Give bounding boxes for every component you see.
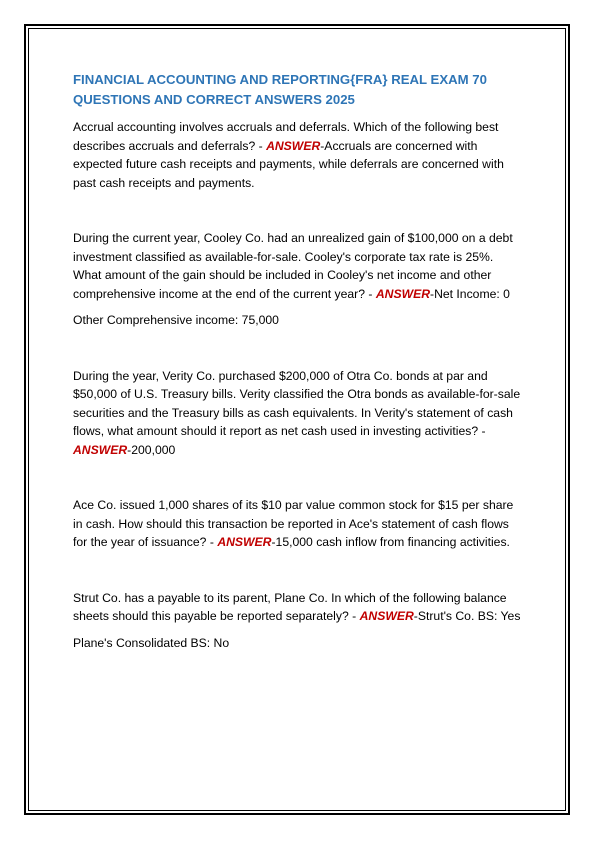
separator: -: [206, 535, 218, 549]
answer-label: ANSWER: [217, 535, 272, 549]
answer-continuation: Other Comprehensive income: 75,000: [73, 313, 279, 327]
qa-item: [73, 589, 523, 626]
question-text: During the year, Verity Co. purchased $200,000 of Otra Co. bonds at par and $50,000 of U.S. Treasury bills. Verity classified the Otra bonds as available-for-sale securities and the Treasury bills as cash equivalents. In Verity's statement of cash flows, what amount should it report as net cash used in investing activities?: [73, 368, 521, 438]
answer-text: -Accruals are concerned with expected future cash receipts and payments, while deferrals are concerned with past cash receipts and payments.: [73, 138, 504, 190]
qa-item: [73, 496, 523, 552]
document-body: [73, 70, 523, 652]
answer-text: -15,000 cash inflow from financing activities.: [271, 535, 510, 549]
separator: -: [365, 286, 376, 301]
qa-item: [73, 367, 523, 460]
answer-text: -Strut's Co. BS: Yes: [413, 609, 521, 623]
separator: -: [478, 424, 486, 438]
qa-item: [73, 229, 523, 303]
answer-text: -200,000: [127, 442, 176, 457]
answer-text: -Net Income: 0: [430, 286, 510, 301]
answer-label: ANSWER: [266, 138, 321, 153]
question-text: Ace Co. issued 1,000 shares of its $10 par value common stock for $15 per share in cash. How should this transaction be reported in Ace's statement of cash flows for the year of issuance?: [73, 498, 514, 549]
qa-item: [73, 118, 523, 192]
question-text: Strut Co. has a payable to its parent, Plane Co. In which of the following balance sheets should this payable be reported separately?: [73, 590, 507, 623]
question-text: During the current year, Cooley Co. had an unrealized gain of $100,000 on a debt investment classified as available-for-sale. Cooley's corporate tax rate is 25%. What amount of the gain should be included in Cooley's net income and other comprehensive income at the end of the current year?: [73, 231, 513, 301]
document-title: FINANCIAL ACCOUNTING AND REPORTING{FRA} REAL EXAM 70 QUESTIONS AND CORRECT ANSWERS 2025: [73, 72, 487, 107]
question-text: Accrual accounting involves accruals and deferrals. Which of the following best describes accruals and deferrals?: [73, 120, 499, 153]
separator: -: [348, 609, 360, 623]
answer-continuation: Plane's Consolidated BS: No: [73, 635, 230, 650]
answer-label: ANSWER: [73, 442, 128, 457]
answer-label: ANSWER: [359, 609, 414, 623]
separator: -: [255, 138, 267, 153]
answer-label: ANSWER: [375, 286, 431, 301]
